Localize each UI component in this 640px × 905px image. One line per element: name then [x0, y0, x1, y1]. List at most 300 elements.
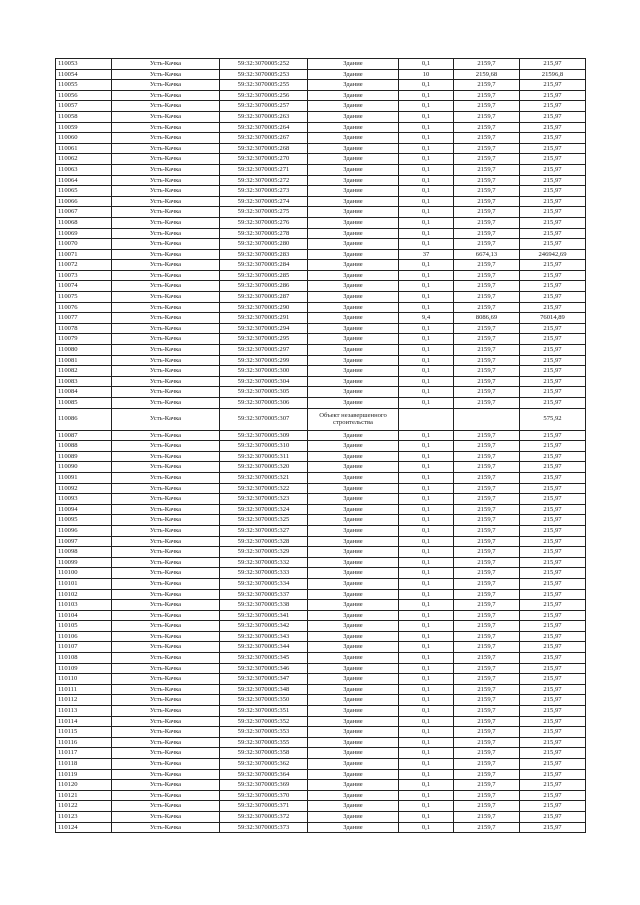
row-id-cell: 110062 — [56, 154, 112, 165]
unit-value-cell: 2159,7 — [454, 504, 520, 515]
object-type-cell: Здание — [308, 398, 399, 409]
row-id-cell: 110090 — [56, 462, 112, 473]
locality-cell: Усть-Качка — [112, 270, 220, 281]
table-row — [56, 536, 586, 547]
locality-cell: Усть-Качка — [112, 822, 220, 833]
table-row — [56, 515, 586, 526]
locality-cell: Усть-Качка — [112, 737, 220, 748]
total-value-cell: 215,97 — [520, 706, 586, 717]
area-cell: 0,1 — [399, 589, 454, 600]
area-cell: 0,1 — [399, 207, 454, 218]
row-id-cell: 110070 — [56, 239, 112, 250]
object-type-cell: Здание — [308, 769, 399, 780]
cadastral-number-cell: 59:32:3070005:257 — [220, 101, 308, 112]
row-id-cell: 110119 — [56, 769, 112, 780]
object-type-cell: Здание — [308, 323, 399, 334]
object-type-cell: Здание — [308, 727, 399, 738]
table-row — [56, 239, 586, 250]
locality-cell: Усть-Качка — [112, 196, 220, 207]
table-row — [56, 323, 586, 334]
row-id-cell: 110056 — [56, 90, 112, 101]
cadastral-number-cell: 59:32:3070005:334 — [220, 578, 308, 589]
row-id-cell: 110096 — [56, 525, 112, 536]
area-cell: 0,1 — [399, 684, 454, 695]
object-type-cell: Здание — [308, 706, 399, 717]
area-cell: 0,1 — [399, 302, 454, 313]
locality-cell: Усть-Качка — [112, 69, 220, 80]
unit-value-cell: 2159,7 — [454, 345, 520, 356]
cadastral-number-cell: 59:32:3070005:329 — [220, 547, 308, 558]
locality-cell: Усть-Качка — [112, 472, 220, 483]
object-type-cell: Здание — [308, 196, 399, 207]
area-cell: 0,1 — [399, 239, 454, 250]
cadastral-number-cell: 59:32:3070005:369 — [220, 780, 308, 791]
area-cell: 0,1 — [399, 175, 454, 186]
cadastral-number-cell: 59:32:3070005:280 — [220, 239, 308, 250]
total-value-cell: 215,97 — [520, 80, 586, 91]
total-value-cell: 215,97 — [520, 536, 586, 547]
area-cell: 0,1 — [399, 504, 454, 515]
row-id-cell: 110054 — [56, 69, 112, 80]
row-id-cell: 110067 — [56, 207, 112, 218]
total-value-cell: 76014,89 — [520, 313, 586, 324]
unit-value-cell: 2159,7 — [454, 90, 520, 101]
area-cell: 0,1 — [399, 568, 454, 579]
locality-cell: Усть-Качка — [112, 398, 220, 409]
locality-cell: Усть-Качка — [112, 217, 220, 228]
cadastral-number-cell: 59:32:3070005:295 — [220, 334, 308, 345]
total-value-cell: 215,97 — [520, 302, 586, 313]
row-id-cell: 110071 — [56, 249, 112, 260]
table-row — [56, 249, 586, 260]
cadastral-number-cell: 59:32:3070005:324 — [220, 504, 308, 515]
object-type-cell: Здание — [308, 801, 399, 812]
table-row — [56, 164, 586, 175]
cadastral-number-cell: 59:32:3070005:370 — [220, 790, 308, 801]
area-cell: 0,1 — [399, 483, 454, 494]
table-row — [56, 441, 586, 452]
area-cell: 0,1 — [399, 557, 454, 568]
unit-value-cell: 2159,7 — [454, 483, 520, 494]
area-cell: 0,1 — [399, 494, 454, 505]
unit-value-cell: 2159,7 — [454, 323, 520, 334]
cadastral-number-cell: 59:32:3070005:355 — [220, 737, 308, 748]
unit-value-cell: 2159,7 — [454, 790, 520, 801]
unit-value-cell: 2159,7 — [454, 557, 520, 568]
locality-cell: Усть-Качка — [112, 790, 220, 801]
object-type-cell: Здание — [308, 270, 399, 281]
total-value-cell: 21596,8 — [520, 69, 586, 80]
unit-value-cell: 2159,7 — [454, 80, 520, 91]
object-type-cell: Здание — [308, 239, 399, 250]
cadastral-number-cell: 59:32:3070005:328 — [220, 536, 308, 547]
table-row — [56, 186, 586, 197]
locality-cell: Усть-Качка — [112, 387, 220, 398]
area-cell: 0,1 — [399, 801, 454, 812]
unit-value-cell: 2159,7 — [454, 228, 520, 239]
unit-value-cell: 2159,7 — [454, 430, 520, 441]
unit-value-cell: 6674,13 — [454, 249, 520, 260]
object-type-cell: Здание — [308, 302, 399, 313]
area-cell: 0,1 — [399, 111, 454, 122]
area-cell: 0,1 — [399, 578, 454, 589]
unit-value-cell: 2159,7 — [454, 494, 520, 505]
unit-value-cell: 2159,7 — [454, 59, 520, 70]
row-id-cell: 110078 — [56, 323, 112, 334]
locality-cell: Усть-Качка — [112, 313, 220, 324]
unit-value-cell: 2159,7 — [454, 451, 520, 462]
total-value-cell: 215,97 — [520, 207, 586, 218]
table-row — [56, 292, 586, 303]
area-cell: 0,1 — [399, 133, 454, 144]
locality-cell: Усть-Качка — [112, 674, 220, 685]
table-row — [56, 260, 586, 271]
object-type-cell: Здание — [308, 653, 399, 664]
unit-value-cell: 2159,7 — [454, 398, 520, 409]
total-value-cell: 215,97 — [520, 653, 586, 664]
locality-cell: Усть-Качка — [112, 441, 220, 452]
row-id-cell: 110121 — [56, 790, 112, 801]
area-cell: 0,1 — [399, 737, 454, 748]
unit-value-cell: 2159,7 — [454, 822, 520, 833]
row-id-cell: 110113 — [56, 706, 112, 717]
total-value-cell: 215,97 — [520, 122, 586, 133]
row-id-cell: 110099 — [56, 557, 112, 568]
row-id-cell: 110074 — [56, 281, 112, 292]
cadastral-number-cell: 59:32:3070005:345 — [220, 653, 308, 664]
unit-value-cell: 2159,7 — [454, 260, 520, 271]
total-value-cell: 215,97 — [520, 292, 586, 303]
object-type-cell: Здание — [308, 547, 399, 558]
area-cell: 0,1 — [399, 462, 454, 473]
table-row — [56, 366, 586, 377]
locality-cell: Усть-Качка — [112, 249, 220, 260]
total-value-cell: 215,97 — [520, 822, 586, 833]
unit-value-cell: 2159,7 — [454, 122, 520, 133]
total-value-cell: 215,97 — [520, 695, 586, 706]
cadastral-number-cell: 59:32:3070005:343 — [220, 631, 308, 642]
table-row — [56, 557, 586, 568]
unit-value-cell: 2159,68 — [454, 69, 520, 80]
cadastral-number-cell: 59:32:3070005:291 — [220, 313, 308, 324]
object-type-cell: Здание — [308, 217, 399, 228]
area-cell: 0,1 — [399, 355, 454, 366]
unit-value-cell: 2159,7 — [454, 578, 520, 589]
unit-value-cell: 2159,7 — [454, 716, 520, 727]
cadastral-number-cell: 59:32:3070005:273 — [220, 186, 308, 197]
table-row — [56, 334, 586, 345]
total-value-cell: 215,97 — [520, 323, 586, 334]
object-type-cell: Здание — [308, 101, 399, 112]
table-row — [56, 780, 586, 791]
locality-cell: Усть-Качка — [112, 748, 220, 759]
table-row — [56, 727, 586, 738]
locality-cell: Усть-Качка — [112, 143, 220, 154]
row-id-cell: 110100 — [56, 568, 112, 579]
locality-cell: Усть-Качка — [112, 366, 220, 377]
table-row — [56, 737, 586, 748]
cadastral-number-cell: 59:32:3070005:286 — [220, 281, 308, 292]
cadastral-number-cell: 59:32:3070005:358 — [220, 748, 308, 759]
unit-value-cell: 2159,7 — [454, 695, 520, 706]
cadastral-number-cell: 59:32:3070005:310 — [220, 441, 308, 452]
row-id-cell: 110065 — [56, 186, 112, 197]
row-id-cell: 110082 — [56, 366, 112, 377]
table-row — [56, 483, 586, 494]
row-id-cell: 110072 — [56, 260, 112, 271]
object-type-cell: Здание — [308, 281, 399, 292]
area-cell: 0,1 — [399, 610, 454, 621]
row-id-cell: 110087 — [56, 430, 112, 441]
table-row — [56, 759, 586, 770]
total-value-cell: 215,97 — [520, 547, 586, 558]
cadastral-number-cell: 59:32:3070005:284 — [220, 260, 308, 271]
unit-value-cell: 2159,7 — [454, 653, 520, 664]
table-row — [56, 494, 586, 505]
total-value-cell: 215,97 — [520, 674, 586, 685]
row-id-cell: 110058 — [56, 111, 112, 122]
unit-value-cell: 2159,7 — [454, 600, 520, 611]
locality-cell: Усть-Качка — [112, 90, 220, 101]
cadastral-number-cell: 59:32:3070005:285 — [220, 270, 308, 281]
total-value-cell: 215,97 — [520, 472, 586, 483]
unit-value-cell: 2159,7 — [454, 801, 520, 812]
table-row — [56, 790, 586, 801]
table-row — [56, 101, 586, 112]
area-cell: 0,1 — [399, 398, 454, 409]
total-value-cell: 246942,69 — [520, 249, 586, 260]
unit-value-cell: 2159,7 — [454, 769, 520, 780]
object-type-cell: Здание — [308, 122, 399, 133]
total-value-cell: 215,97 — [520, 451, 586, 462]
locality-cell: Усть-Качка — [112, 494, 220, 505]
row-id-cell: 110098 — [56, 547, 112, 558]
cadastral-number-cell: 59:32:3070005:353 — [220, 727, 308, 738]
table-row — [56, 69, 586, 80]
unit-value-cell: 2159,7 — [454, 164, 520, 175]
locality-cell: Усть-Качка — [112, 769, 220, 780]
table-row — [56, 281, 586, 292]
cadastral-number-cell: 59:32:3070005:270 — [220, 154, 308, 165]
cadastral-number-cell: 59:32:3070005:347 — [220, 674, 308, 685]
cadastral-number-cell: 59:32:3070005:255 — [220, 80, 308, 91]
row-id-cell: 110073 — [56, 270, 112, 281]
row-id-cell: 110059 — [56, 122, 112, 133]
unit-value-cell: 2159,7 — [454, 674, 520, 685]
locality-cell: Усть-Качка — [112, 515, 220, 526]
cadastral-number-cell: 59:32:3070005:372 — [220, 811, 308, 822]
unit-value-cell: 2159,7 — [454, 334, 520, 345]
table-row — [56, 270, 586, 281]
table-row — [56, 769, 586, 780]
cadastral-number-cell: 59:32:3070005:274 — [220, 196, 308, 207]
total-value-cell: 215,97 — [520, 398, 586, 409]
table-row — [56, 547, 586, 558]
object-type-cell: Здание — [308, 515, 399, 526]
cadastral-number-cell: 59:32:3070005:287 — [220, 292, 308, 303]
object-type-cell: Здание — [308, 441, 399, 452]
locality-cell: Усть-Качка — [112, 292, 220, 303]
object-type-cell: Здание — [308, 164, 399, 175]
object-type-cell: Объект незавершенного строительства — [308, 408, 399, 430]
locality-cell: Усть-Качка — [112, 302, 220, 313]
cadastral-number-cell: 59:32:3070005:332 — [220, 557, 308, 568]
cadastral-number-cell: 59:32:3070005:253 — [220, 69, 308, 80]
cadastral-number-cell: 59:32:3070005:275 — [220, 207, 308, 218]
locality-cell: Усть-Качка — [112, 811, 220, 822]
total-value-cell: 215,97 — [520, 642, 586, 653]
object-type-cell: Здание — [308, 292, 399, 303]
object-type-cell: Здание — [308, 600, 399, 611]
property-table-body — [56, 59, 586, 833]
object-type-cell: Здание — [308, 249, 399, 260]
unit-value-cell — [454, 408, 520, 430]
unit-value-cell: 2159,7 — [454, 472, 520, 483]
cadastral-number-cell: 59:32:3070005:341 — [220, 610, 308, 621]
row-id-cell: 110091 — [56, 472, 112, 483]
locality-cell: Усть-Качка — [112, 653, 220, 664]
row-id-cell: 110081 — [56, 355, 112, 366]
cadastral-number-cell: 59:32:3070005:307 — [220, 408, 308, 430]
total-value-cell: 215,97 — [520, 133, 586, 144]
object-type-cell: Здание — [308, 175, 399, 186]
cadastral-number-cell: 59:32:3070005:299 — [220, 355, 308, 366]
table-row — [56, 313, 586, 324]
row-id-cell: 110066 — [56, 196, 112, 207]
table-row — [56, 600, 586, 611]
object-type-cell: Здание — [308, 589, 399, 600]
table-row — [56, 111, 586, 122]
object-type-cell: Здание — [308, 80, 399, 91]
row-id-cell: 110057 — [56, 101, 112, 112]
cadastral-number-cell: 59:32:3070005:371 — [220, 801, 308, 812]
area-cell: 0,1 — [399, 366, 454, 377]
cadastral-number-cell: 59:32:3070005:268 — [220, 143, 308, 154]
object-type-cell: Здание — [308, 462, 399, 473]
area-cell: 0,1 — [399, 186, 454, 197]
cadastral-number-cell: 59:32:3070005:327 — [220, 525, 308, 536]
locality-cell: Усть-Качка — [112, 780, 220, 791]
cadastral-number-cell: 59:32:3070005:344 — [220, 642, 308, 653]
total-value-cell: 215,97 — [520, 387, 586, 398]
table-row — [56, 610, 586, 621]
table-row — [56, 504, 586, 515]
locality-cell: Усть-Качка — [112, 59, 220, 70]
total-value-cell: 215,97 — [520, 631, 586, 642]
table-row — [56, 451, 586, 462]
locality-cell: Усть-Качка — [112, 621, 220, 632]
unit-value-cell: 2159,7 — [454, 780, 520, 791]
area-cell: 0,1 — [399, 472, 454, 483]
total-value-cell: 215,97 — [520, 196, 586, 207]
unit-value-cell: 2159,7 — [454, 642, 520, 653]
locality-cell: Усть-Качка — [112, 568, 220, 579]
locality-cell: Усть-Качка — [112, 239, 220, 250]
total-value-cell: 215,97 — [520, 568, 586, 579]
object-type-cell: Здание — [308, 472, 399, 483]
object-type-cell: Здание — [308, 642, 399, 653]
cadastral-number-cell: 59:32:3070005:348 — [220, 684, 308, 695]
object-type-cell: Здание — [308, 737, 399, 748]
area-cell: 0,1 — [399, 780, 454, 791]
object-type-cell: Здание — [308, 621, 399, 632]
row-id-cell: 110105 — [56, 621, 112, 632]
cadastral-number-cell: 59:32:3070005:252 — [220, 59, 308, 70]
total-value-cell: 215,97 — [520, 610, 586, 621]
area-cell: 0,1 — [399, 451, 454, 462]
locality-cell: Усть-Качка — [112, 376, 220, 387]
table-row — [56, 302, 586, 313]
cadastral-number-cell: 59:32:3070005:306 — [220, 398, 308, 409]
locality-cell: Усть-Качка — [112, 228, 220, 239]
area-cell: 0,1 — [399, 441, 454, 452]
area-cell: 0,1 — [399, 674, 454, 685]
unit-value-cell: 2159,7 — [454, 154, 520, 165]
object-type-cell: Здание — [308, 376, 399, 387]
unit-value-cell: 2159,7 — [454, 387, 520, 398]
row-id-cell: 110079 — [56, 334, 112, 345]
cadastral-number-cell: 59:32:3070005:276 — [220, 217, 308, 228]
row-id-cell: 110115 — [56, 727, 112, 738]
object-type-cell: Здание — [308, 430, 399, 441]
object-type-cell: Здание — [308, 748, 399, 759]
locality-cell: Усть-Качка — [112, 684, 220, 695]
cadastral-number-cell: 59:32:3070005:337 — [220, 589, 308, 600]
table-row — [56, 621, 586, 632]
row-id-cell: 110084 — [56, 387, 112, 398]
table-row — [56, 706, 586, 717]
table-row — [56, 376, 586, 387]
row-id-cell: 110116 — [56, 737, 112, 748]
cadastral-number-cell: 59:32:3070005:322 — [220, 483, 308, 494]
object-type-cell: Здание — [308, 631, 399, 642]
row-id-cell: 110097 — [56, 536, 112, 547]
locality-cell: Усть-Качка — [112, 451, 220, 462]
object-type-cell: Здание — [308, 716, 399, 727]
row-id-cell: 110118 — [56, 759, 112, 770]
object-type-cell: Здание — [308, 759, 399, 770]
object-type-cell: Здание — [308, 684, 399, 695]
area-cell: 0,1 — [399, 334, 454, 345]
table-row — [56, 59, 586, 70]
cadastral-number-cell: 59:32:3070005:320 — [220, 462, 308, 473]
cadastral-number-cell: 59:32:3070005:342 — [220, 621, 308, 632]
area-cell: 0,1 — [399, 663, 454, 674]
area-cell: 0,1 — [399, 653, 454, 664]
cadastral-number-cell: 59:32:3070005:283 — [220, 249, 308, 260]
unit-value-cell: 2159,7 — [454, 568, 520, 579]
object-type-cell: Здание — [308, 345, 399, 356]
area-cell: 0,1 — [399, 716, 454, 727]
object-type-cell: Здание — [308, 69, 399, 80]
unit-value-cell: 2159,7 — [454, 547, 520, 558]
total-value-cell: 215,97 — [520, 228, 586, 239]
table-row — [56, 695, 586, 706]
object-type-cell: Здание — [308, 578, 399, 589]
total-value-cell: 215,97 — [520, 716, 586, 727]
locality-cell: Усть-Качка — [112, 706, 220, 717]
object-type-cell: Здание — [308, 525, 399, 536]
unit-value-cell: 2159,7 — [454, 706, 520, 717]
total-value-cell: 215,97 — [520, 376, 586, 387]
total-value-cell: 215,97 — [520, 101, 586, 112]
table-row — [56, 217, 586, 228]
total-value-cell: 215,97 — [520, 737, 586, 748]
total-value-cell: 215,97 — [520, 663, 586, 674]
row-id-cell: 110094 — [56, 504, 112, 515]
unit-value-cell: 2159,7 — [454, 133, 520, 144]
total-value-cell: 215,97 — [520, 727, 586, 738]
